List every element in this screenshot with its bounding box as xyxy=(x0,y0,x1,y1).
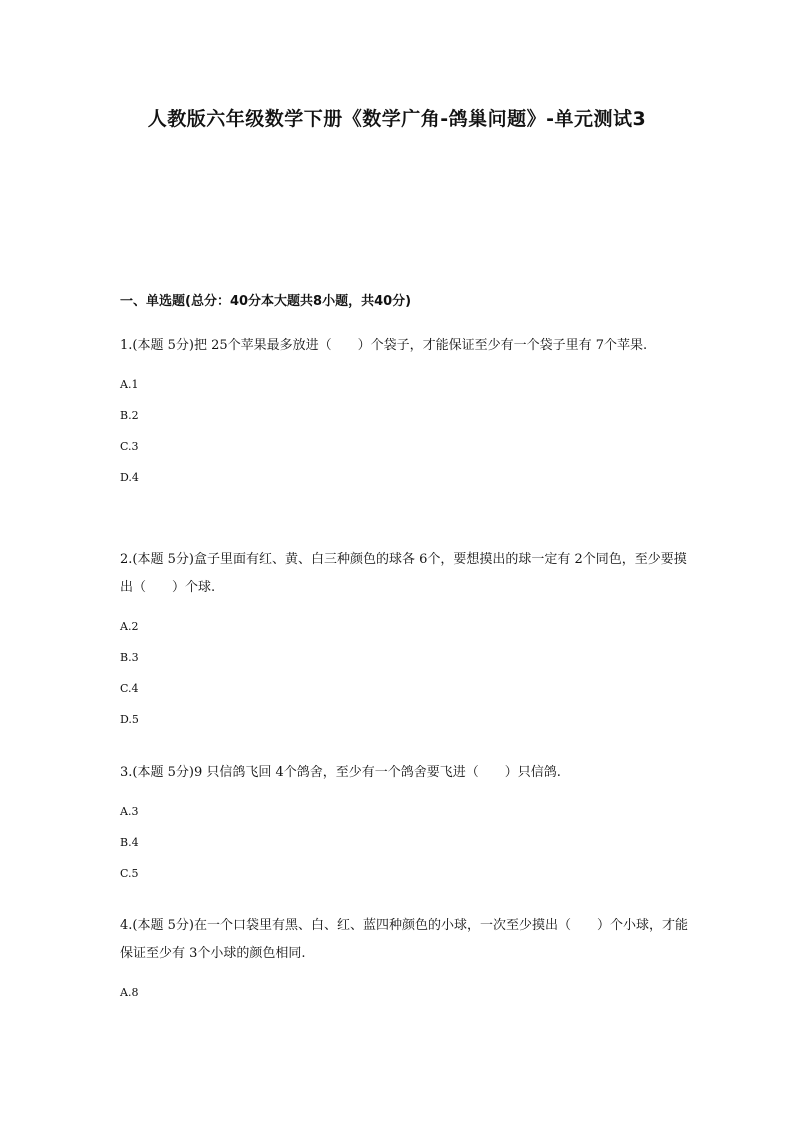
document-title: 人教版六年级数学下册《数学广角-鸽巢问题》-单元测试3 xyxy=(147,108,647,130)
question-4 xyxy=(120,912,690,1017)
option-a: A.1 xyxy=(120,378,139,391)
question-1 xyxy=(120,332,690,502)
option-a: A.2 xyxy=(120,620,139,633)
option-b: B.3 xyxy=(120,651,139,664)
option-list xyxy=(120,805,690,898)
option-a: A.8 xyxy=(120,986,139,999)
option-b: B.4 xyxy=(120,836,139,849)
question-2 xyxy=(120,546,690,744)
section-heading: 一、单选题(总分：40分本大题共8小题，共40分) xyxy=(120,294,412,309)
option-c: C.4 xyxy=(120,682,139,695)
option-d: D.4 xyxy=(120,471,139,484)
question-stem: 1.(本题 5分)把 25个苹果最多放进（ ）个袋子，才能保证至少有一个袋子里有 7个苹果. xyxy=(120,338,648,353)
question-3 xyxy=(120,759,690,898)
option-c: C.5 xyxy=(120,867,139,880)
option-list xyxy=(120,620,690,744)
option-b: B.2 xyxy=(120,409,139,422)
option-d: D.5 xyxy=(120,713,139,726)
question-stem: 2.(本题 5分)盒子里面有红、黄、白三种颜色的球各 6个，要想摸出的球一定有 2个同色，至少要摸出（ ）个球. xyxy=(120,552,687,595)
option-a: A.3 xyxy=(120,805,139,818)
option-list xyxy=(120,986,690,1017)
question-stem: 3.(本题 5分)9 只信鸽飞回 4个鸽舍，至少有一个鸽舍要飞进（ ）只信鸽. xyxy=(120,765,561,780)
option-c: C.3 xyxy=(120,440,139,453)
option-list xyxy=(120,378,690,502)
question-stem: 4.(本题 5分)在一个口袋里有黑、白、红、蓝四种颜色的小球，一次至少摸出（ ）个小球，才能保证至少有 3个小球的颜色相同. xyxy=(120,918,688,961)
